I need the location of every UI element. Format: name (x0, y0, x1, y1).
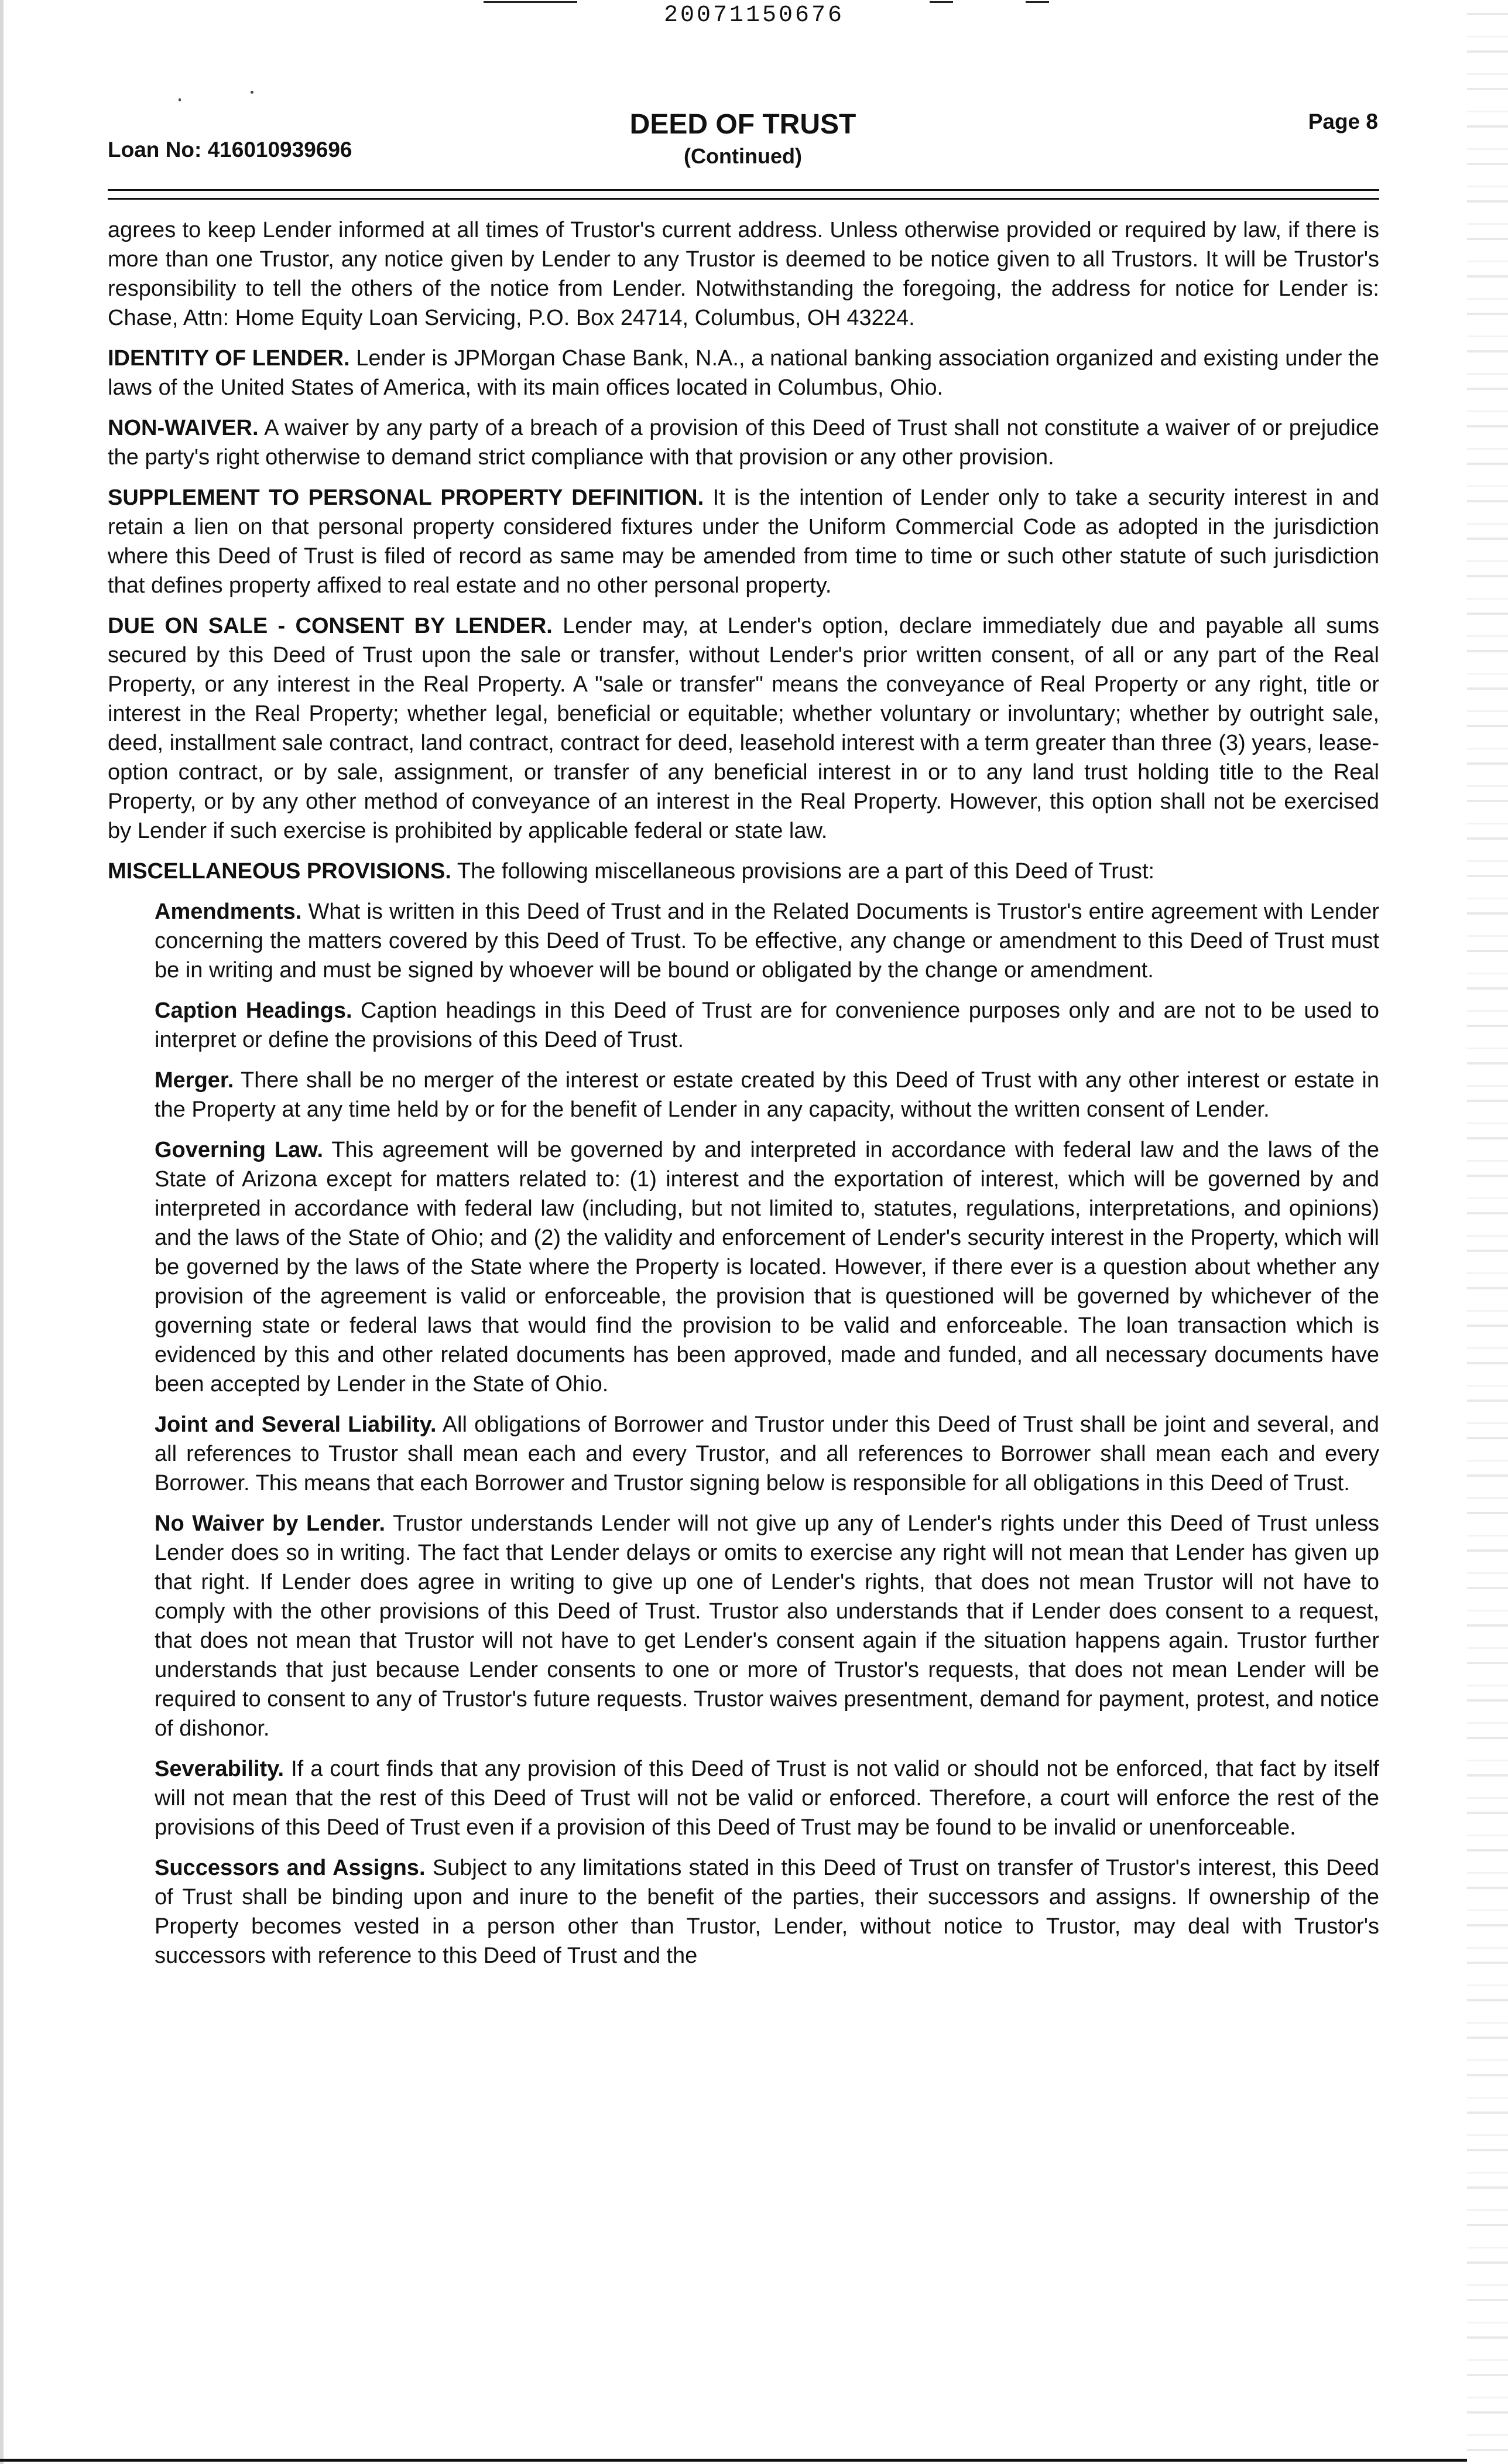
miscellaneous-provisions-paragraph (108, 857, 1379, 886)
section-heading: IDENTITY OF LENDER. (108, 346, 350, 371)
subsection-heading: Governing Law. (155, 1138, 324, 1162)
personal-property-paragraph (108, 483, 1379, 600)
loan-number: Loan No: 416010939696 (108, 138, 352, 162)
subsection-text: There shall be no merger of the interest or estate created by this Deed of Trust with any other interest or estate in the Property at any time held by or for the benefit of Lender in any capacity, without the written consent of Lender. (155, 1068, 1380, 1122)
document-number: 20071150676 (663, 2, 845, 29)
header-rule-top (108, 189, 1379, 191)
no-waiver-by-lender-paragraph (155, 1509, 1379, 1743)
section-heading: MISCELLANEOUS PROVISIONS. (108, 859, 451, 884)
subsection-heading: Joint and Several Liability. (155, 1412, 437, 1437)
section-text: Lender is JPMorgan Chase Bank, N.A., a national banking association organized and existing under the laws of the United States of America, with its main offices located in Columbus, Ohio. (108, 346, 1379, 400)
identity-of-lender-paragraph (108, 344, 1379, 402)
merger-paragraph (155, 1066, 1379, 1124)
section-text: Lender may, at Lender's option, declare immediately due and payable all sums secured by this Deed of Trust upon the sale or transfer, without Lender's prior written consent, of all or any part of the Real Property, or any interest in the Real Property. A "sale or transfer" means the conveyance of Real Property or any right, title or interest in the Real Property; whether legal, beneficial or equitable; whether voluntary or involuntary; whether by outright sale, deed, installment sale contract, land contract, contract for deed, leasehold interest with a term greater than three (3) years, lease-option contract, or by sale, assignment, or transfer of any beneficial interest in or to any land trust holding title to the Real Property, or by any other method of conveyance of an interest in the Real Property. However, this option shall not be exercised by Lender if such exercise is prohibited by applicable federal or state law. (108, 614, 1379, 843)
caption-headings-paragraph (155, 996, 1379, 1055)
subsection-text: This agreement will be governed by and interpreted in accordance with federal law and the laws of the State of Arizona except for matters related to: (1) interest and the exportation of interest, which will be governed by and interpreted in accordance with federal law (including, but not limited to, statutes, regulations, interpretations, and opinions) and the laws of the State of Ohio; and (2) the validity and enforcement of Lender's security interest in the Property, which will be governed by the laws of the State where the Property is located. However, if there ever is a question about whether any provision of the agreement is valid or enforceable, the provision that is questioned will be governed by whichever of the governing state or federal laws that would find the provision to be valid and enforceable. The loan transaction which is evidenced by this and other related documents has been approved, made and funded, and all necessary documents have been accepted by Lender in the State of Ohio. (155, 1138, 1379, 1397)
section-heading: NON-WAIVER. (108, 416, 259, 440)
joint-liability-paragraph (155, 1410, 1379, 1498)
subsection-heading: Severability. (155, 1757, 285, 1781)
subsection-text: Trustor understands Lender will not give up any of Lender's rights under this Deed of Trust unless Lender does so in writing. The fact that Lender delays or omits to exercise any right will not mean that Lender has given up that right. If Lender does agree in writing to give up one of Lender's rights, that does not mean Trustor will not have to comply with the other provisions of this Deed of Trust. Trustor also understands that if Lender does consent to a request, that does not mean that Trustor will not have to get Lender's consent again if the situation happens again. Trustor further understands that just because Lender consents to one or more of Trustor's requests, that does not mean Lender will be required to consent to any of Trustor's future requests. Trustor waives presentment, demand for payment, protest, and notice of dishonor. (155, 1511, 1380, 1741)
scan-bottom-edge (0, 2459, 1467, 2462)
scan-left-edge (0, 0, 4, 2464)
scan-speck (251, 91, 253, 94)
subsection-heading: Successors and Assigns. (155, 1856, 426, 1880)
amendments-paragraph (155, 897, 1379, 985)
governing-law-paragraph (155, 1135, 1379, 1399)
document-body (108, 215, 1379, 1982)
non-waiver-paragraph (108, 413, 1379, 472)
section-text: It is the intention of Lender only to take a security interest in and retain a lien on that personal property considered fixtures under the Uniform Commercial Code as adopted in the jurisdiction where this Deed of Trust is filed of record as same may be amended from time to time or such other statute of such jurisdiction that defines property affixed to real estate and no other personal property. (108, 485, 1379, 598)
subsection-text: Caption headings in this Deed of Trust are for convenience purposes only and are not to be used to interpret or define the provisions of this Deed of Trust. (155, 998, 1379, 1052)
section-text: agrees to keep Lender informed at all times of Trustor's current address. Unless otherwise provided or required by law, if there is more than one Trustor, any notice given by Lender to any Trustor is deemed to be notice given to all Trustors. It will be Trustor's responsibility to tell the others of the notice from Lender. Notwithstanding the foregoing, the address for notice for Lender is: Chase, Attn: Home Equity Loan Servicing, P.O. Box 24714, Columbus, OH 43224. (108, 218, 1379, 330)
subsection-text: If a court finds that any provision of this Deed of Trust is not valid or should not be enforced, that fact by itself will not mean that the rest of this Deed of Trust will not be valid or enforced. Therefore, a court will enforce the rest of the provisions of this Deed of Trust even if a provision of this Deed of Trust may be found to be invalid or unenforceable. (155, 1757, 1379, 1840)
section-heading: DUE ON SALE - CONSENT BY LENDER. (108, 614, 553, 638)
document-subtitle: (Continued) (684, 144, 802, 168)
page-header (108, 102, 1378, 179)
section-text: A waiver by any party of a breach of a provision of this Deed of Trust shall not constitute a waiver of or prejudice the party's right otherwise to demand strict compliance with that provision or any other provision. (108, 416, 1379, 470)
subsection-heading: Merger. (155, 1068, 234, 1093)
subsection-text: All obligations of Borrower and Trustor under this Deed of Trust shall be joint and several, and all references to Trustor shall mean each and every Trustor, and all references to Borrower shall mean each and every Borrower. This means that each Borrower and Trustor signing below is responsible for all obligations in this Deed of Trust. (155, 1412, 1379, 1495)
subsection-heading: No Waiver by Lender. (155, 1511, 386, 1536)
subsection-text: Subject to any limitations stated in this Deed of Trust on transfer of Trustor's interest, this Deed of Trust shall be binding upon and inure to the benefit of the parties, their successors and assigns. If ownership of the Property becomes vested in a person other than Trustor, Lender, without notice to Trustor, may deal with Trustor's successors with reference to this Deed of Trust and the (155, 1856, 1379, 1968)
notice-paragraph (108, 215, 1379, 333)
subsection-text: What is written in this Deed of Trust and in the Related Documents is Trustor's entire agreement with Lender concerning the matters covered by this Deed of Trust. To be effective, any change or amendment to this Deed of Trust must be in writing and must be signed by whoever will be bound or obligated by the change or amendment. (155, 899, 1379, 983)
due-on-sale-paragraph (108, 611, 1379, 846)
scan-speck (179, 98, 181, 101)
successors-and-assigns-paragraph (155, 1853, 1379, 1970)
severability-paragraph (155, 1754, 1379, 1842)
document-title: DEED OF TRUST (629, 109, 856, 140)
header-rule-bottom (108, 198, 1379, 200)
subsection-heading: Caption Headings. (155, 998, 352, 1023)
section-heading: SUPPLEMENT TO PERSONAL PROPERTY DEFINITION. (108, 485, 704, 510)
scan-right-margin-noise (1467, 0, 1508, 2464)
subsection-heading: Amendments. (155, 899, 302, 924)
page-number: Page 8 (1308, 109, 1378, 134)
document-title-block (108, 108, 1378, 169)
section-text: The following miscellaneous provisions are a part of this Deed of Trust: (457, 859, 1155, 884)
